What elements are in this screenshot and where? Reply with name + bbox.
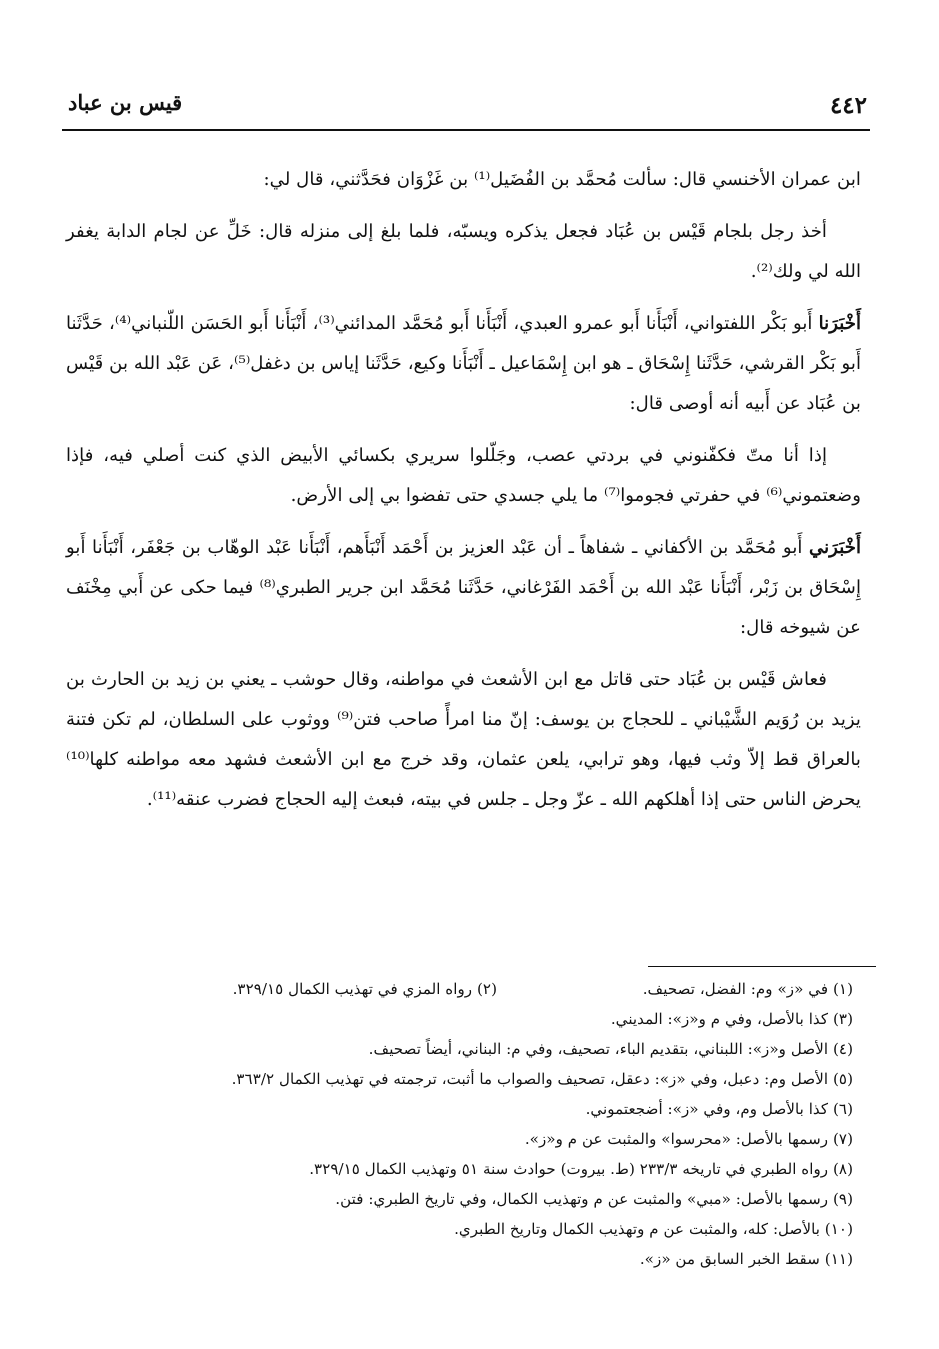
paragraph-2 (66, 212, 861, 292)
footnote-3: (٣) كذا بالأصل، وفي م و«ز»: المديني. (610, 1010, 853, 1028)
paragraph-text: أَبو بَكْر اللفتواني، أَنْبَأَنا أَبو عمرو العبدي، أَنْبَأَنا أَبو مُحَمَّد المدائني⁽³⁾، أَنْبَأَنا أَبو الحَسَن اللّنباني⁽⁴⁾، حَدَّثَنا أَبو بَكْر القرشي، حَدَّثَنا إِسْحَاق ـ هو ابن إِسْمَاعيل ـ أَنْبَأَنا وكيع، حَدَّثَنا إياس بن دغفل⁽⁵⁾، عَن عَبْد الله بن قَيْس بن عُبَاد عن أَبيه أنه أوصى قال: (66, 313, 861, 414)
paragraph-4 (66, 436, 861, 516)
footnote-4: (٤) الأصل و«ز»: اللبناني، بتقديم الباء، تصحيف، وفي م: البناني، أيضاً تصحيف. (368, 1040, 853, 1058)
paragraph-text: فعاش قَيْس بن عُبَاد حتى قاتل مع ابن الأشعث في مواطنه، وقال حوشب ـ يعني بن زيد بن الحارث بن يزيد بن رُوَيم الشَّيْباني ـ للحجاج بن يوسف: إنّ منا امرأً صاحب فتن⁽⁹⁾ ووثوب على السلطان، لم تكن فتنة بالعراق قط إلاّ وثب فيها، وهو ترابي، يلعن عثمان، وقد خرج مع ابن الأشعث فشهد معه مواطنه كلها⁽¹⁰⁾ يحرض الناس حتى إذا أهلكهم الله ـ عزّ وجل ـ جلس في بيته، فبعث إليه الحجاج فضرب عنقه⁽¹¹⁾. (66, 669, 861, 810)
paragraph-text: أَبو مُحَمَّد بن الأكفاني ـ شفاهاً ـ أن عَبْد العزيز بن أَحْمَد أَنْبَأَهم، أَنْبَأَنا عَبْد الوهّاب بن جَعْفَر، أَنْبَأَنا أَبو إِسْحَاق بن زَبْر، أَنْبَأَنا عَبْد الله بن أَحْمَد الفَرْغاني، حَدَّثَنا مُحَمَّد ابن جرير الطبري⁽⁸⁾ فيما حكى عن أَبي مِخْنَف عن شيوخه قال: (66, 537, 861, 638)
paragraph-6 (66, 660, 861, 820)
running-header-title: قيس بن عباد (68, 90, 183, 115)
paragraph-text: إذا أنا متّ فكفّنوني في بردتي عصب، وجَلّلوا سريري بكسائي الأبيض الذي كنت أصلي فيه، فإذا وضعتموني⁽⁶⁾ في حفرتي فجوموا⁽⁷⁾ ما يلي جسدي حتى تفضوا بي إلى الأرض. (66, 445, 861, 506)
footnote-1: (١) في «ز» وم: الفضل، تصحيف. (642, 980, 853, 998)
footnote-6: (٦) كذا بالأصل وم، وفي «ز»: أضجعتموني. (585, 1100, 853, 1118)
paragraph-text: ابن عمران الأخنسي قال: سألت مُحمَّد بن الفُضَيل⁽¹⁾ بن غَزْوَان فحَدَّثني، قال لي: (263, 169, 861, 190)
paragraph-1 (66, 160, 861, 200)
footnote-2: (٢) رواه المزي في تهذيب الكمال ٣٢٩/١٥. (232, 980, 497, 998)
footnote-row (80, 974, 853, 1004)
footnotes (80, 974, 853, 1274)
footnote-separator (648, 966, 876, 967)
paragraph-5 (66, 528, 861, 648)
paragraph-3 (66, 304, 861, 424)
footnote-7: (٧) رسمها بالأصل: «محرسوا» والمثبت عن م و«ز». (524, 1130, 853, 1148)
main-text (66, 160, 861, 820)
page-number: ٤٤٢ (829, 92, 867, 119)
isnad-lead-word: أَخْبَرَني (808, 537, 861, 558)
footnote-8: (٨) رواه الطبري في تاريخه ٢٣٣/٣ (ط. بيروت) حوادث سنة ٥١ وتهذيب الكمال ٣٢٩/١٥. (309, 1160, 853, 1178)
footnote-11: (١١) سقط الخبر السابق من «ز». (639, 1250, 853, 1268)
footnote-5: (٥) الأصل وم: دعبل، وفي «ز»: دعقل، تصحيف والصواب ما أثبت، ترجمته في تهذيب الكمال ٣٦٣/٢. (231, 1070, 853, 1088)
footnote-9: (٩) رسمها بالأصل: «مبي» والمثبت عن م وتهذيب الكمال، وفي تاريخ الطبري: فتن. (335, 1190, 853, 1208)
header-rule (62, 129, 870, 131)
footnote-10: (١٠) بالأصل: كله، والمثبت عن م وتهذيب الكمال وتاريخ الطبري. (454, 1220, 853, 1238)
paragraph-text: أخذ رجل بلجام قَيْس بن عُبَاد فجعل يذكره ويسبّه، فلما بلغ إلى منزله قال: خَلِّ عن لجام الدابة يغفر الله لي ولك⁽²⁾. (66, 221, 861, 282)
isnad-lead-word: أَخْبَرَنا (818, 313, 862, 334)
